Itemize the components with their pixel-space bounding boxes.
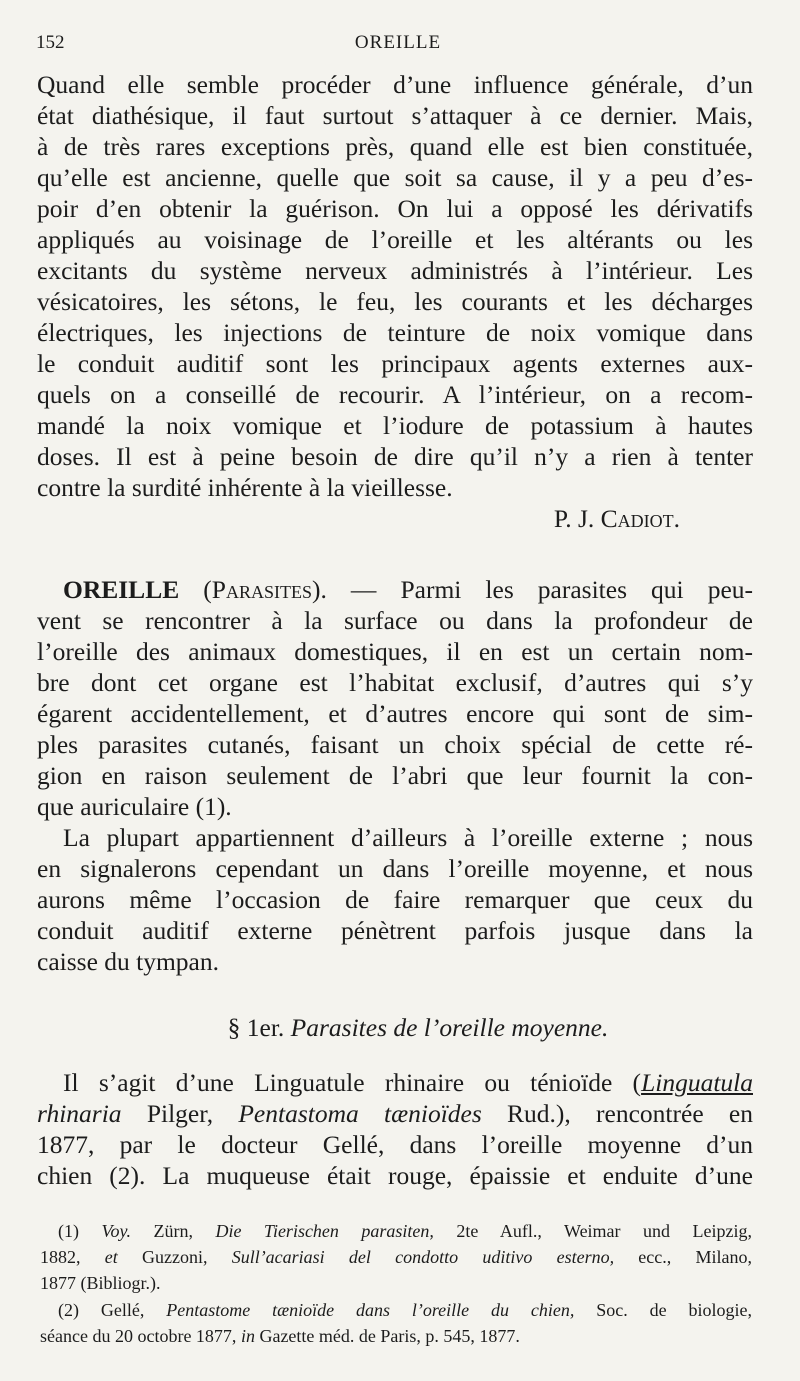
running-head <box>36 32 760 58</box>
text-line <box>63 1068 753 1098</box>
text-line: vésicatoires, les sétons, le feu, les courants et les décharges <box>37 287 753 316</box>
article-heading-qualifier: (Parasites). <box>203 575 327 604</box>
text-line: La plupart appartiennent d’ailleurs à l’oreille externe ; nous <box>63 823 753 852</box>
text-fragment-italic: Linguatula <box>641 1068 753 1097</box>
text-fragment-italic: Pentastome tænioïde dans l’oreille du chien, <box>166 1300 575 1320</box>
text-fragment: Rud.), rencontrée en <box>481 1099 753 1128</box>
text-line: en signalerons cependant un dans l’oreille moyenne, et nous <box>37 854 753 883</box>
text-line: quels on a conseillé de recourir. A l’intérieur, on a recom- <box>37 380 753 409</box>
running-title: OREILLE <box>354 32 442 53</box>
text-fragment-italic: Voy. <box>101 1221 131 1241</box>
footnote-line: 1877 (Bibliogr.). <box>40 1273 161 1293</box>
text-line: aurons même l’occasion de faire remarquer que ceux du <box>37 885 753 914</box>
text-fragment-italic: et <box>104 1247 118 1267</box>
text-fragment-italic: Sull’acariasi del condotto uditivo esterno, <box>231 1247 615 1267</box>
text-line: électriques, les injections de teinture de noix vomique dans <box>37 318 753 347</box>
text-fragment: Pilger, <box>121 1099 239 1128</box>
text-line: Quand elle semble procéder d’une influence générale, d’un <box>37 70 753 99</box>
text-line: mandé la noix vomique et l’iodure de potassium à hautes <box>37 411 753 440</box>
author-signature: P. J. Cadiot. <box>553 504 680 533</box>
text-fragment-italic: Die Tierischen parasiten, <box>215 1221 434 1241</box>
text-line: état diathésique, il faut surtout s’attaquer à ce dernier. Mais, <box>37 101 753 130</box>
text-line: que auriculaire (1). <box>37 792 232 821</box>
text-line: excitants du système nerveux administrés à l’intérieur. Les <box>37 256 753 285</box>
footnote-line <box>40 1245 752 1269</box>
text-line: le conduit auditif sont les principaux agents externes aux- <box>37 349 753 378</box>
text-line: doses. Il est à peine besoin de dire qu’il n’y a rien à tenter <box>37 442 753 471</box>
text-fragment-italic: in <box>240 1326 255 1346</box>
text-line: appliqués au voisinage de l’oreille et les altérants ou les <box>37 225 753 254</box>
text-line: 1877, par le docteur Gellé, dans l’oreille moyenne d’un <box>37 1130 753 1159</box>
text-line: qu’elle est ancienne, quelle que soit sa cause, il y a peu d’es- <box>37 163 753 192</box>
text-fragment: Zürn, <box>130 1221 216 1241</box>
text-line: caisse du tympan. <box>37 947 219 976</box>
text-line: poir d’en obtenir la guérison. On lui a opposé les dérivatifs <box>37 194 753 223</box>
text-fragment: séance du 20 octobre 1877, <box>40 1326 241 1346</box>
article-heading-line <box>37 575 753 605</box>
text-line: vent se rencontrer à la surface ou dans la profondeur de <box>37 606 753 635</box>
text-fragment: ecc., Milano, <box>614 1247 753 1267</box>
section-mark: § 1er. <box>227 1013 285 1042</box>
subsection-title: Parasites de l’oreille moyenne. <box>290 1013 609 1042</box>
text-line <box>37 1099 753 1129</box>
page-number: 152 <box>36 32 65 53</box>
text-line: contre la surdité inhérente à la vieillesse. <box>37 473 453 502</box>
subsection-heading <box>60 1013 776 1043</box>
text-fragment: Guzzoni, <box>117 1247 232 1267</box>
text-fragment: 2te Aufl., Weimar und Leipzig, <box>433 1221 752 1241</box>
text-line: bre dont cet organe est l’habitat exclusif, d’autres qui s’y <box>37 668 753 697</box>
text-fragment: Gazette méd. de Paris, p. 545, 1877. <box>254 1326 520 1346</box>
text-line: ples parasites cutanés, faisant un choix spécial de cette ré- <box>37 730 753 759</box>
text-fragment: 1882, <box>40 1247 105 1267</box>
text-fragment-italic: rhinaria <box>37 1099 122 1128</box>
footnote-line <box>58 1298 752 1322</box>
text-fragment: Soc. de biologie, <box>574 1300 753 1320</box>
footnote-line <box>40 1324 752 1348</box>
text-fragment-italic: Pentastoma tænioïdes <box>238 1099 482 1128</box>
text-line: à de très rares exceptions près, quand elle est bien constituée, <box>37 132 753 161</box>
text-fragment: (1) <box>58 1221 102 1241</box>
text-line: égarent accidentellement, et d’autres encore qui sont de sim- <box>37 699 753 728</box>
text-line: gion en raison seulement de l’abri que leur fournit la con- <box>37 761 753 790</box>
text-fragment: — Parmi les parasites qui peu- <box>350 575 754 604</box>
article-heading: OREILLE <box>63 575 180 604</box>
text-line: chien (2). La muqueuse était rouge, épaissie et enduite d’une <box>37 1161 753 1190</box>
text-fragment: Il s’agit d’une Linguatule rhinaire ou ténioïde ( <box>63 1068 642 1097</box>
text-line: l’oreille des animaux domestiques, il en est un certain nom- <box>37 637 753 666</box>
text-fragment: (2) Gellé, <box>58 1300 167 1320</box>
text-line: conduit auditif externe pénètrent parfois jusque dans la <box>37 916 753 945</box>
footnote-line <box>58 1219 752 1243</box>
